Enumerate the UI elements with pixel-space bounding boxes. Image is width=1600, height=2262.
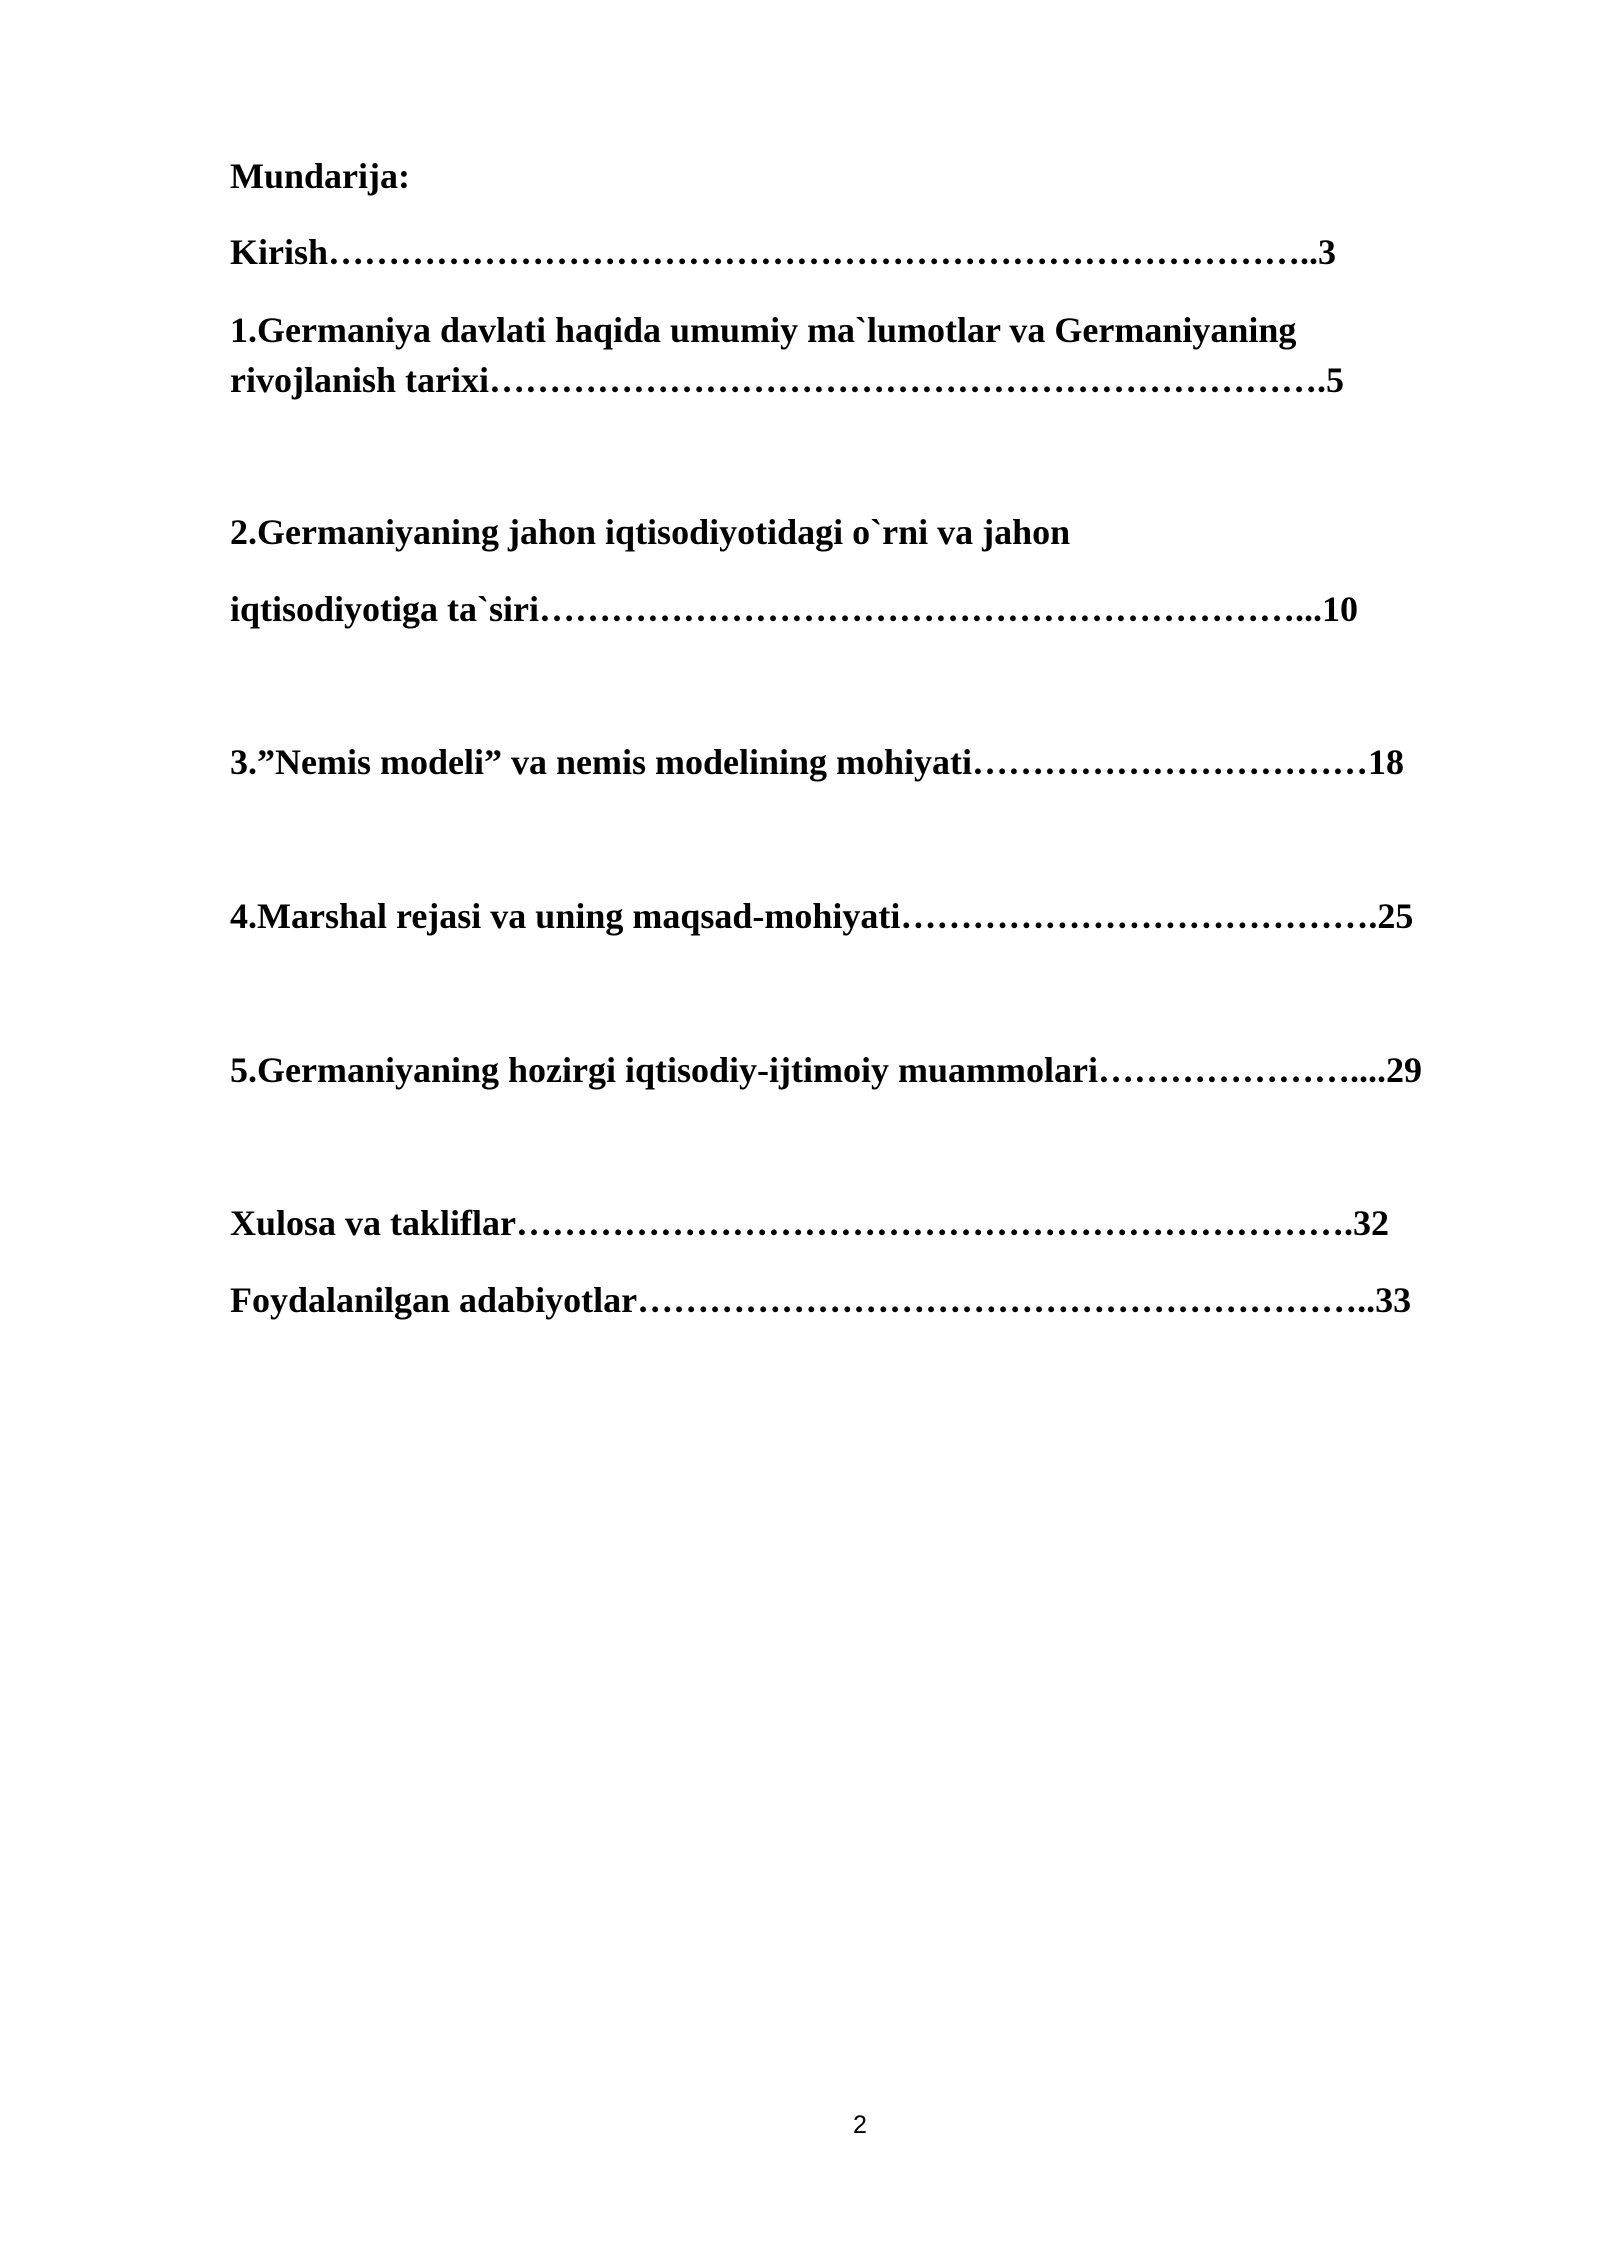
toc-entry-references: Foydalanilgan adabiyotlar……………………………………………………..33 <box>230 1280 1412 1320</box>
toc-entry-3: 3.”Nemis modeli” va nemis modelining mohiyati……………………………18 <box>230 742 1405 782</box>
page-number: 2 <box>853 2111 867 2139</box>
toc-entry-4: 4.Marshal rejasi va uning maqsad-mohiyati………………………………….25 <box>230 896 1414 936</box>
toc-heading: Mundarija: <box>230 156 410 196</box>
toc-entry-kirish: Kirish………………………………………………………………………..3 <box>230 232 1337 272</box>
toc-entry-2-line-2: iqtisodiyotiga ta`siri………………………………………………………...10 <box>230 589 1359 629</box>
toc-entry-1-line-1: 1.Germaniya davlati haqida umumiy ma`lumotlar va Germaniyaning <box>230 310 1297 350</box>
toc-entry-1-line-2: rivojlanish tarixi…………………………………………………………….5 <box>230 360 1344 400</box>
toc-entry-conclusion: Xulosa va takliflar…………………………………………………………….32 <box>230 1203 1390 1243</box>
toc-entry-5: 5.Germaniyaning hozirgi iqtisodiy-ijtimoiy muammolari…………………....29 <box>230 1050 1422 1090</box>
toc-entry-2-line-1: 2.Germaniyaning jahon iqtisodiyotidagi o`rni va jahon <box>230 512 1071 552</box>
